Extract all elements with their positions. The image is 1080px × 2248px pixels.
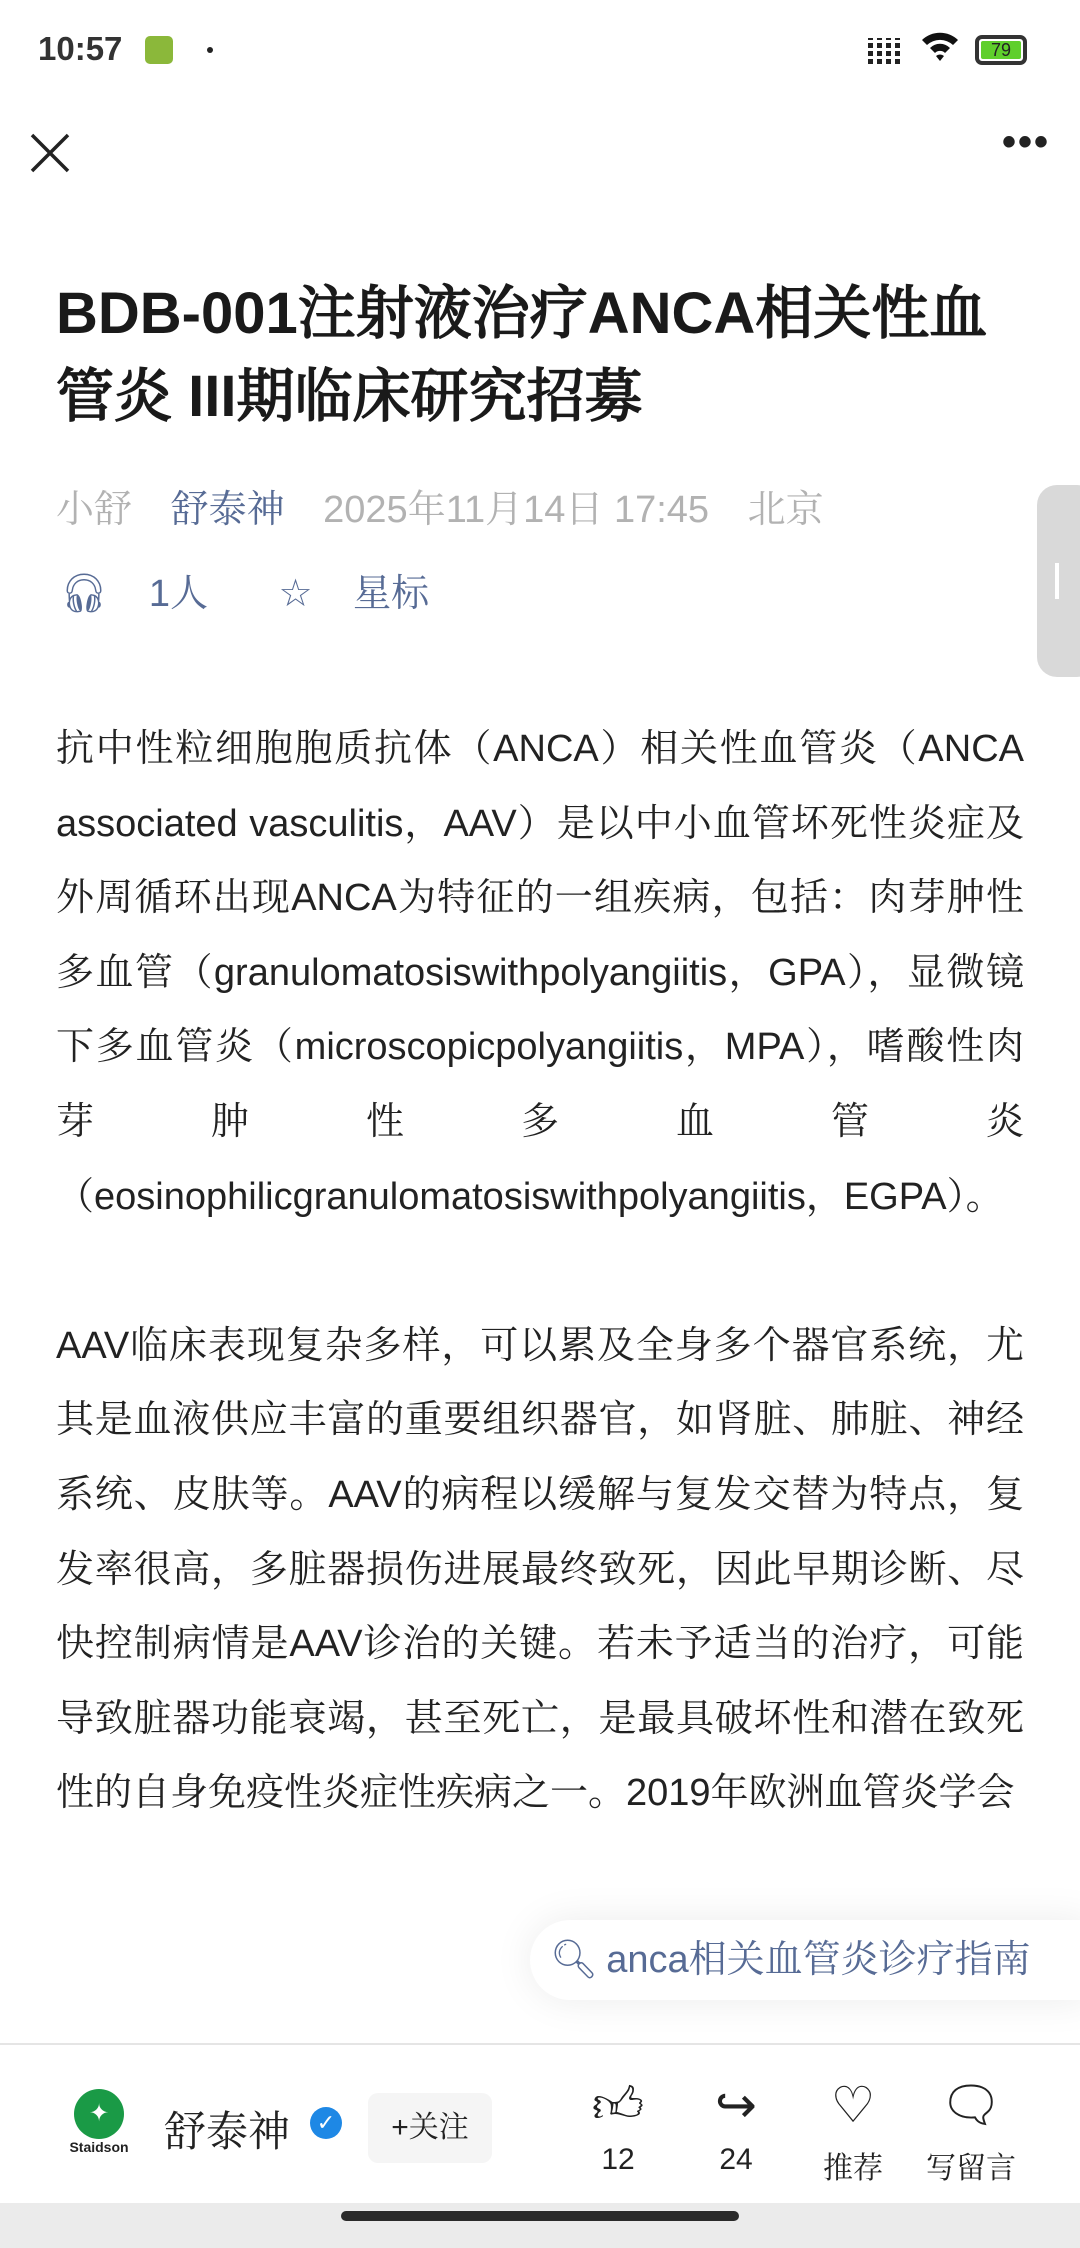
- like-count: 12: [601, 2143, 635, 2176]
- paragraph: 抗中性粒细胞胞质抗体（ANCA）相关性血管炎（ANCA associated vasculitis，AAV）是以中小血管坏死性炎症及外周循环出现ANCA为特征的一组疾病，包括：肉芽肿性多血管（granulomatosiswithpolyangiitis，GPA），显微镜下多血管炎（microscopicpolyangiitis，MPA），嗜酸性肉芽肿性多血管炎（eosinophilicgranulomatosiswithpolyangiitis，EGPA）。: [56, 728, 1024, 1218]
- share-icon: ↪: [715, 2077, 757, 2133]
- wifi-icon: [920, 28, 960, 71]
- verified-icon: ✓: [310, 2107, 342, 2139]
- star-button[interactable]: [279, 573, 460, 615]
- account-name[interactable]: 舒泰神: [164, 2108, 291, 2155]
- status-bar: [0, 0, 1080, 100]
- recommend-button[interactable]: [798, 2073, 908, 2187]
- comment-label: 写留言: [926, 2152, 1016, 2185]
- bottom-bar: [0, 2043, 1080, 2203]
- author: 小舒: [56, 489, 133, 531]
- star-icon: ☆: [278, 573, 313, 615]
- home-indicator[interactable]: [341, 2211, 739, 2221]
- notification-dot-icon: [207, 47, 213, 53]
- signal-icon: [868, 38, 904, 64]
- publish-date: 2025年11月14日 17:45: [323, 489, 710, 531]
- search-icon: 🔍︎: [550, 1939, 599, 1981]
- more-icon[interactable]: •••: [1001, 120, 1050, 164]
- listeners-count: 1人: [148, 573, 208, 615]
- comment-button[interactable]: [916, 2073, 1026, 2187]
- article-actions: [60, 562, 489, 617]
- logo-icon: ✦: [74, 2089, 124, 2139]
- account-link[interactable]: 舒泰神: [170, 489, 285, 531]
- close-icon[interactable]: [30, 130, 70, 182]
- share-count: 24: [719, 2143, 753, 2176]
- like-button[interactable]: [563, 2073, 673, 2177]
- follow-button[interactable]: +关注: [368, 2093, 492, 2163]
- battery-icon: [975, 35, 1027, 65]
- star-label: 星标: [353, 573, 430, 615]
- gesture-bar: [0, 2203, 1080, 2248]
- listen-button[interactable]: [60, 573, 238, 615]
- search-suggestion-chip[interactable]: [530, 1920, 1080, 2000]
- article-body: [56, 712, 1024, 2042]
- heart-icon: ♡: [830, 2077, 876, 2133]
- comment-add-icon: 🗨︎: [939, 2077, 1003, 2133]
- account-avatar[interactable]: [56, 2089, 142, 2175]
- android-icon: [145, 36, 173, 64]
- headphones-icon: 🎧︎: [60, 573, 109, 615]
- thumbs-up-icon: 👍︎: [591, 2077, 645, 2133]
- search-suggestion-text: anca相关血管炎诊疗指南: [606, 1939, 1031, 1981]
- logo-text: Staidson: [69, 2139, 129, 2155]
- side-drag-handle[interactable]: [1037, 485, 1080, 677]
- paragraph: AAV临床表现复杂多样，可以累及全身多个器官系统，尤其是血液供应丰富的重要组织器官，如肾脏、肺脏、神经系统、皮肤等。AAV的病程以缓解与复发交替为特点，复发率很高，多脏器损伤进展最终致死，因此早期诊断、尽快控制病情是AAV诊治的关键。若未予适当的治疗，可能导致脏器功能衰竭，甚至死亡，是最具破坏性和潜在致死性的自身免疫性炎症性疾病之一。2019年欧洲血管炎学会: [56, 1324, 1024, 1815]
- top-nav: [0, 120, 1080, 190]
- location: 北京: [747, 489, 824, 531]
- article-meta: [56, 478, 852, 533]
- share-button[interactable]: [681, 2073, 791, 2177]
- status-time: 10:57: [38, 30, 123, 67]
- article-title: BDB-001注射液治疗ANCA相关性血管炎 III期临床研究招募: [56, 281, 988, 429]
- battery-level: 79: [981, 41, 1021, 59]
- recommend-label: 推荐: [823, 2152, 883, 2185]
